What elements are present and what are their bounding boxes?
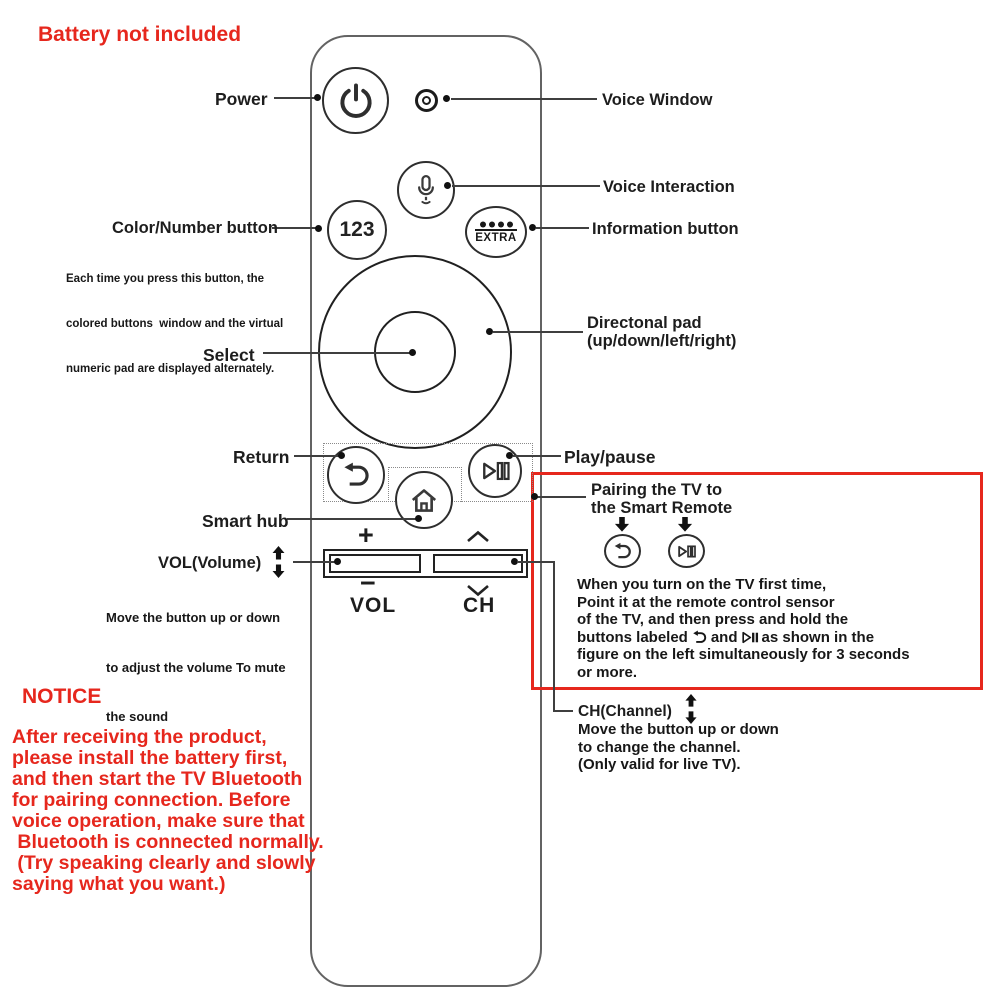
notice-line: After receiving the product, (12, 726, 267, 748)
return-callout-dot (338, 452, 345, 459)
pairing-callout-dot (531, 493, 538, 500)
channel-callout-line-3 (553, 710, 573, 712)
pairing-title-line2: the Smart Remote (591, 499, 733, 517)
return-icon (612, 542, 633, 561)
voice-interaction-button (397, 161, 455, 219)
color-number-note-line: Each time you press this button, the (66, 273, 265, 285)
icon-line-mid: and (710, 628, 738, 646)
pairing-return-button (604, 534, 641, 568)
color-number-label: Color/Number button (112, 219, 278, 237)
color-number-button (327, 200, 387, 260)
voice-window-icon (415, 89, 438, 112)
extra-button (465, 206, 527, 258)
play-pause-icon (480, 458, 511, 484)
channel-note-line: to change the channel. (578, 738, 741, 756)
volume-note-line: Move the button up or down (106, 610, 281, 625)
volume-updown-arrows-icon (271, 546, 286, 578)
volume-callout-line (293, 561, 338, 563)
return-icon (340, 461, 372, 490)
extra-button-label: EXTRA (475, 229, 516, 244)
notice-line: please install the battery first, (12, 747, 288, 769)
channel-callout-line-2 (553, 561, 555, 712)
smart-hub-label: Smart hub (202, 511, 289, 531)
voice-window-label: Voice Window (602, 91, 713, 109)
icon-line-post: as shown in the (761, 628, 875, 646)
channel-rocker (433, 554, 523, 573)
smart-hub-callout-dot (415, 515, 422, 522)
play-pause-icon (676, 543, 697, 560)
play-pause-callout-line (513, 455, 561, 457)
power-icon (337, 82, 375, 120)
color-number-callout-line (272, 227, 318, 229)
channel-updown-arrows-icon (684, 694, 698, 724)
pairing-instruction-line: Point it at the remote control sensor (577, 593, 835, 611)
vol-rocker-label: VOL (350, 594, 397, 617)
pairing-instruction-line: When you turn on the TV first time, (577, 576, 827, 593)
play-pause-icon (741, 630, 759, 645)
pairing-title-line1: Pairing the TV to (591, 481, 723, 499)
volume-note-line: the sound (106, 709, 169, 724)
return-callout-line (294, 455, 341, 457)
icon-line-pre: buttons labeled (577, 628, 688, 646)
dpad-callout-dot (486, 328, 493, 335)
volume-minus-glyph: − (360, 568, 376, 598)
home-icon (408, 486, 440, 515)
color-number-note (66, 242, 283, 407)
color-number-button-label: 123 (339, 218, 375, 241)
notice-line: Bluetooth is connected normally. (12, 831, 324, 853)
notice-line: saying what you want.) (12, 873, 226, 895)
select-callout-dot (409, 349, 416, 356)
voice-window-callout-dot (443, 95, 450, 102)
dpad-label-line1: Directonal pad (587, 314, 702, 332)
power-callout-line (274, 97, 318, 99)
volume-note-line: to adjust the volume To mute (106, 659, 286, 675)
voice-window-callout-line (451, 98, 597, 100)
pairing-down-arrow-icon (614, 517, 630, 532)
notice-title: NOTICE (22, 685, 102, 708)
extra-dots-icon (479, 221, 513, 228)
color-number-note-line: numeric pad are displayed alternately. (66, 363, 275, 375)
volume-callout-dot (334, 558, 341, 565)
smart-hub-callout-line (287, 518, 419, 520)
information-callout-dot (529, 224, 536, 231)
play-pause-callout-dot (506, 452, 513, 459)
notice-paragraph (12, 727, 324, 895)
voice-interaction-label: Voice Interaction (603, 178, 735, 196)
channel-note-line: (Only valid for live TV). (578, 756, 741, 773)
channel-note (578, 721, 779, 774)
notice-line: (Try speaking clearly and slowly (12, 852, 316, 874)
pairing-instructions (577, 576, 910, 681)
channel-note-line: Move the button up or down (578, 721, 779, 738)
pairing-instruction-line: or more. (577, 663, 638, 681)
dpad-label-line2: (up/down/left/right) (587, 332, 737, 350)
channel-label: CH(Channel) (578, 703, 672, 720)
notice-line: and then start the TV Bluetooth (12, 768, 303, 790)
color-number-callout-dot (315, 225, 322, 232)
pairing-instruction-line: of the TV, and then press and hold the (577, 611, 849, 628)
smart-hub-button (395, 471, 453, 529)
select-callout-line (263, 352, 413, 354)
dpad-callout-line (493, 331, 583, 333)
notice-line: voice operation, make sure that (12, 810, 305, 832)
voice-interaction-callout-dot (444, 182, 451, 189)
pairing-down-arrow-icon (677, 517, 693, 532)
microphone-icon (413, 174, 439, 206)
volume-label: VOL(Volume) (158, 554, 262, 572)
play-pause-button (468, 444, 522, 498)
play-pause-label: Play/pause (564, 447, 656, 467)
volume-plus-glyph: + (358, 520, 374, 550)
pairing-play-pause-button (668, 534, 705, 568)
voice-window-inner-ring (422, 96, 431, 105)
pairing-callout-line (537, 496, 586, 498)
power-button (322, 67, 389, 134)
return-icon (691, 630, 708, 645)
power-label: Power (215, 89, 268, 109)
notice-line: for pairing connection. Before (12, 789, 291, 811)
battery-note: Battery not included (38, 23, 242, 46)
power-callout-dot (314, 94, 321, 101)
color-number-note-line: colored buttons window and the virtual (66, 318, 284, 330)
voice-interaction-callout-line (452, 185, 600, 187)
return-label: Return (233, 447, 290, 467)
information-callout-line (536, 227, 589, 229)
pairing-instruction-line-icons (577, 629, 910, 647)
pairing-instruction-line: figure on the left simultaneously for 3 seconds (577, 646, 910, 663)
information-label: Information button (592, 220, 739, 238)
channel-callout-line-1 (517, 561, 555, 563)
select-label: Select (203, 345, 255, 365)
channel-up-icon (465, 530, 491, 543)
ch-rocker-label: CH (463, 594, 496, 617)
